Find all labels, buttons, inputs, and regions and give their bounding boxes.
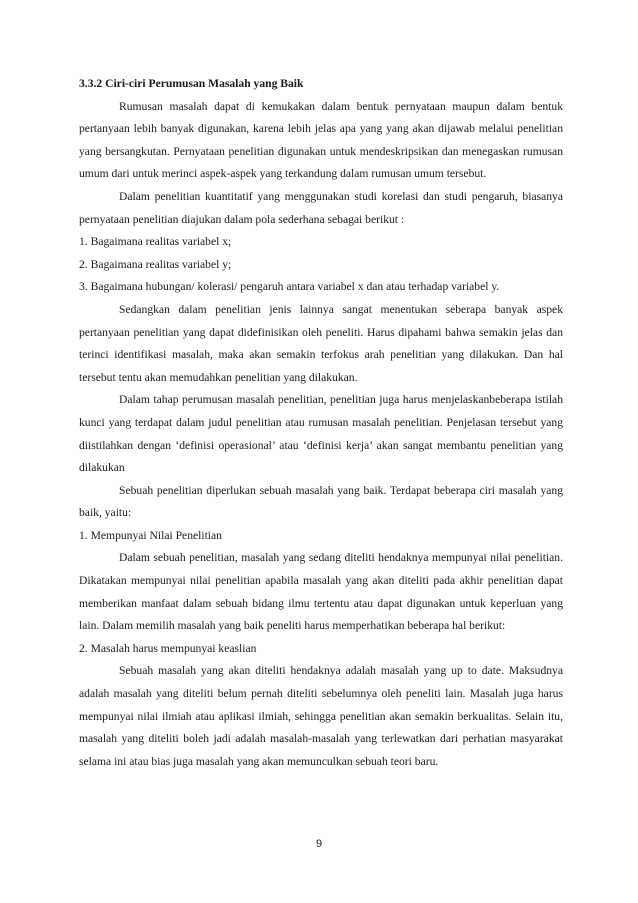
list-item: 3. Bagaimana hubungan/ kolerasi/ pengaruh antara variabel x dan atau terhadap variabel y. <box>79 280 500 294</box>
paragraph-4: Dalam tahap perumusan masalah penelitian, penelitian juga harus menjelaskanbeberapa istilah kunci yang terdapat dalam judul penelitian atau rumusan masalah penelitian. Penjelasan tersebut yang diistilahkan dengan ‘definisi operasional’ atau ‘definisi kerja’ akan sangat membantu penelitian yang dilakukan <box>79 393 563 475</box>
paragraph-3: Sedangkan dalam penelitian jenis lainnya sangat menentukan seberapa banyak aspek pertanyaan penelitian yang dapat didefinisikan oleh peneliti. Harus dipahami bahwa semakin jelas dan terinci identifikasi masalah, maka akan semakin terfokus arah penelitian yang dilakukan. Dan hal tersebut tentu akan memudahkan penelitian yang dilakukan. <box>79 302 563 384</box>
section-heading: 3.3.2 Ciri-ciri Perumusan Masalah yang Baik <box>79 77 304 90</box>
paragraph-2: Dalam penelitian kuantitatif yang menggunakan studi korelasi dan studi pengaruh, biasanya pernyataan penelitian diajukan dalam pola sederhana sebagai berikut : <box>79 189 563 226</box>
list-item: 2. Bagaimana realitas variabel y; <box>79 257 232 271</box>
paragraph-7: Sebuah masalah yang akan diteliti hendaknya adalah masalah yang up to date. Maksudnya adalah masalah yang diteliti belum pernah diteliti sebelumnya oleh peneliti lain. Masalah juga harus mempunyai nilai ilmiah atau aplikasi ilmiah, sehingga penelitian akan semakin berkualitas. Selain itu, masalah yang diteliti boleh jadi adalah masalah-masalah yang terlewatkan dari perhatian masyarakat selama ini atau bias juga masalah yang akan memunculkan sebuah teori baru. <box>79 664 563 768</box>
list-item: 1. Bagaimana realitas variabel x; <box>79 235 232 249</box>
subheading-1: 1. Mempunyai Nilai Penelitian <box>79 528 222 542</box>
paragraph-1: Rumusan masalah dapat di kemukakan dalam bentuk pernyataan maupun dalam bentuk pertanyaan lebih banyak digunakan, karena lebih jelas apa yang yang akan dijawab melalui penelitian yang bersangkutan. Pernyataan penelitian digunakan untuk mendeskripsikan dan menegaskan rumusan umum dari untuk merinci aspek-aspek yang terkandung dalam rumusan umum tersebut. <box>79 99 563 181</box>
page-content <box>79 73 563 773</box>
paragraph-6: Dalam sebuah penelitian, masalah yang sedang diteliti hendaknya mempunyai nilai penelitian. Dikatakan mempunyai nilai penelitian apabila masalah yang akan diteliti pada akhir penelitian dapat memberikan manfaat dalam sebuah bidang ilmu tertentu atau dapat digunakan untuk keperluan yang lain. Dalam memilih masalah yang baik peneliti harus memperhatikan beberapa hal berikut: <box>79 551 563 633</box>
page-number: 9 <box>315 838 323 850</box>
paragraph-5: Sebuah penelitian diperlukan sebuah masalah yang baik. Terdapat beberapa ciri masalah yang baik, yaitu: <box>79 483 563 520</box>
subheading-2: 2. Masalah harus mempunyai keaslian <box>79 641 257 655</box>
